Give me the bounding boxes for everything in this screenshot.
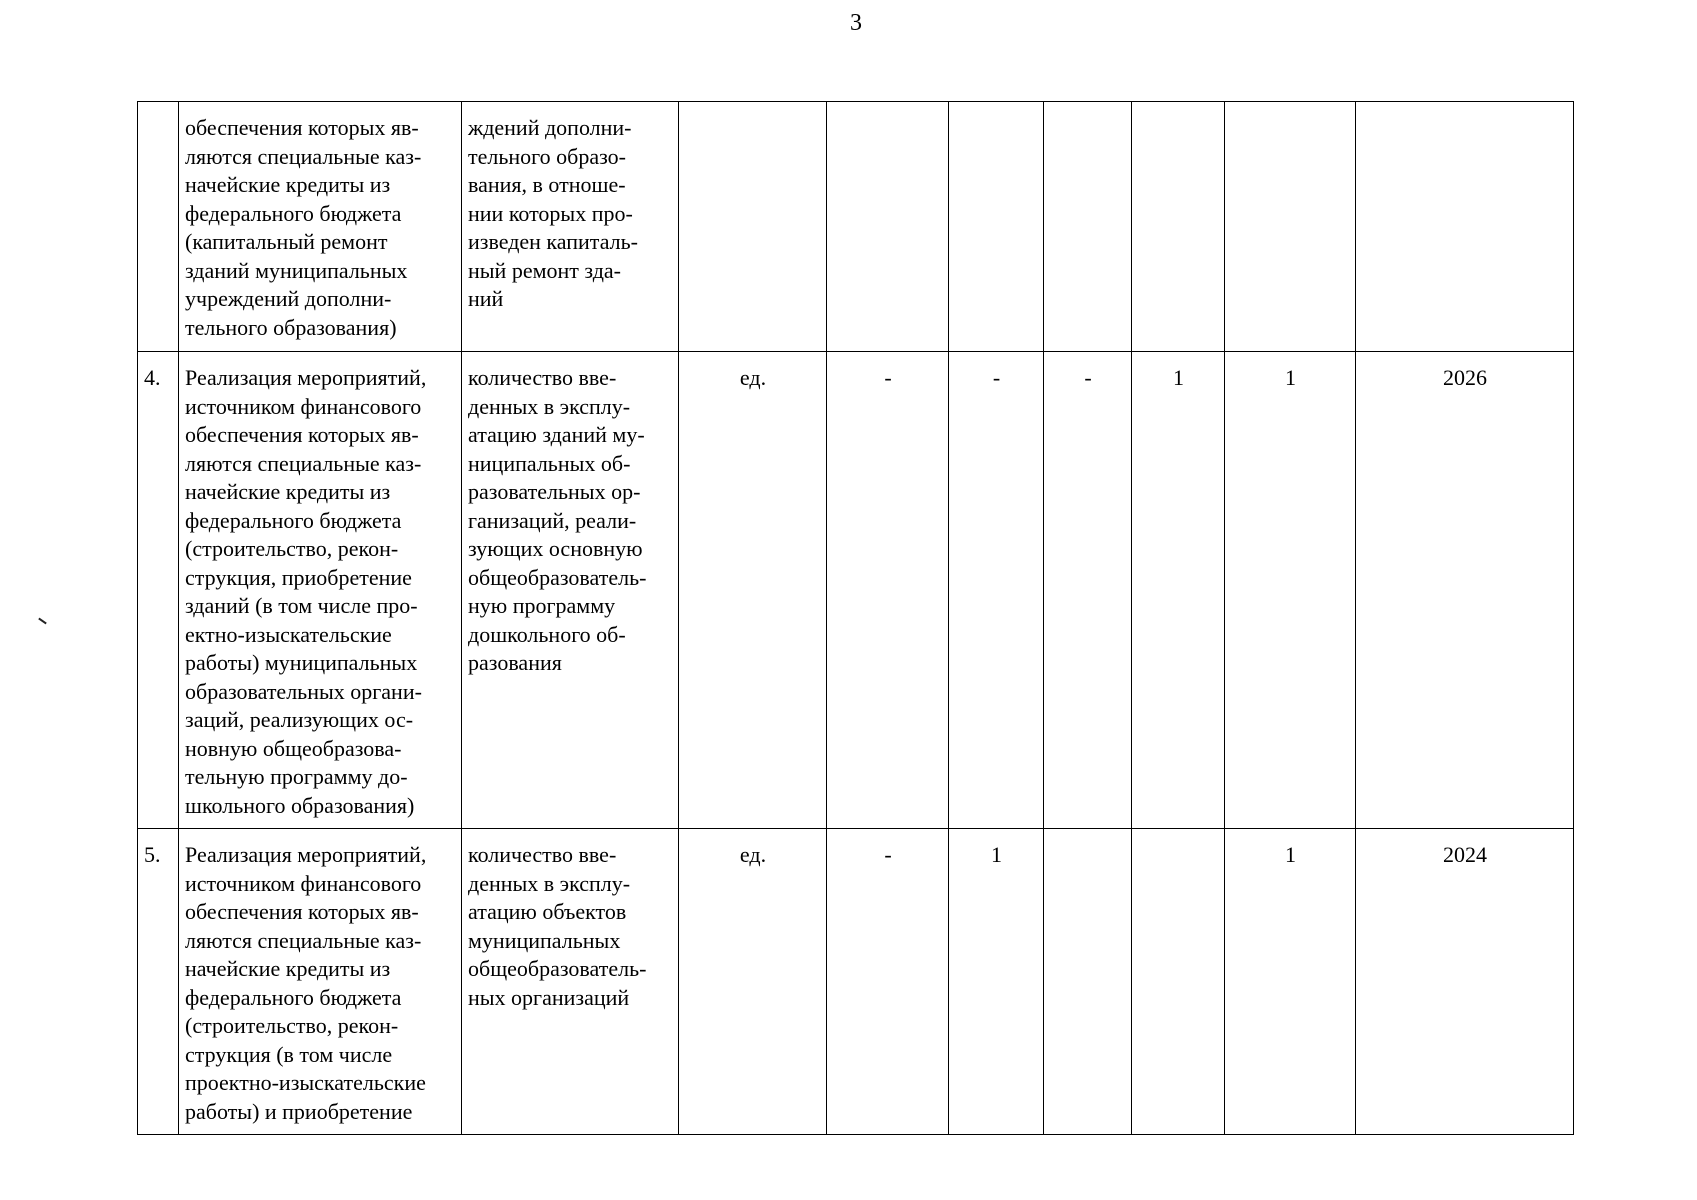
text-line: тельного образования)	[185, 314, 397, 340]
stray-scan-mark	[38, 618, 47, 625]
text-line: федерального бюджета	[185, 507, 402, 533]
page-number: 3	[850, 10, 862, 36]
text-line: ектно-изыскательские	[185, 621, 392, 647]
text-line: вания, в отноше-	[468, 172, 626, 197]
text-line: начейские кредиты из	[185, 479, 391, 504]
text-line: зданий (в том числе про-	[185, 593, 418, 618]
text-line: ный ремонт зда-	[468, 257, 621, 283]
table-row	[138, 829, 1574, 1135]
value-cell-3	[1044, 102, 1132, 352]
text-line: работы) муниципальных	[185, 650, 418, 675]
text-line: работы) и приобретение	[185, 1098, 413, 1124]
text-line: новную общеобразова-	[185, 735, 402, 761]
text-line: Реализация мероприятий,	[185, 842, 427, 867]
text-line: источником финансового	[185, 870, 422, 896]
text-line: струкция (в том числе	[185, 1041, 393, 1067]
text-line: денных в эксплу-	[468, 393, 631, 419]
indicator-cell	[462, 829, 679, 1135]
row-number-cell: 5.	[138, 829, 179, 1135]
total-cell	[1225, 102, 1356, 352]
text-line: ждений дополни-	[468, 115, 632, 140]
table-row	[138, 352, 1574, 829]
year-cell: 2026	[1356, 352, 1574, 829]
value-cell-3: -	[1044, 352, 1132, 829]
text-line: школьного образования)	[185, 792, 415, 818]
activity-cell	[179, 829, 462, 1135]
text-line: обеспечения которых яв-	[185, 115, 419, 140]
text-line: (строительство, рекон-	[185, 536, 399, 561]
text-line: начейские кредиты из	[185, 956, 391, 981]
text-line: общеобразователь-	[468, 564, 647, 590]
text-line: ляются специальные каз-	[185, 927, 422, 953]
unit-cell: ед.	[679, 829, 827, 1135]
value-cell-2: 1	[949, 829, 1044, 1135]
total-cell: 1	[1225, 829, 1356, 1135]
text-line: образовательных органи-	[185, 678, 422, 704]
text-line: (строительство, рекон-	[185, 1013, 399, 1038]
text-line: федерального бюджета	[185, 984, 402, 1010]
text-line: денных в эксплу-	[468, 870, 631, 896]
text-line: струкция, приобретение	[185, 564, 412, 590]
activity-text	[185, 114, 456, 342]
value-cell-2: -	[949, 352, 1044, 829]
text-line: ляются специальные каз-	[185, 450, 422, 476]
activity-cell	[179, 352, 462, 829]
text-line: обеспечения которых яв-	[185, 899, 419, 924]
results-table	[137, 101, 1574, 1135]
table-body	[138, 102, 1574, 1135]
text-line: ляются специальные каз-	[185, 143, 422, 169]
year-cell: 2024	[1356, 829, 1574, 1135]
activity-text	[185, 364, 456, 820]
value-cell-1	[827, 102, 949, 352]
indicator-cell	[462, 102, 679, 352]
table-row	[138, 102, 1574, 352]
text-line: начейские кредиты из	[185, 172, 391, 197]
value-cell-3	[1044, 829, 1132, 1135]
value-cell-4	[1132, 102, 1225, 352]
unit-cell	[679, 102, 827, 352]
activity-text	[185, 841, 456, 1126]
text-line: общеобразователь-	[468, 956, 647, 981]
text-line: ниципальных об-	[468, 450, 631, 476]
year-cell	[1356, 102, 1574, 352]
text-line: нии которых про-	[468, 200, 633, 226]
text-line: заций, реализующих ос-	[185, 707, 414, 732]
text-line: количество вве-	[468, 842, 617, 867]
text-line: ний	[468, 286, 504, 311]
text-line: (капитальный ремонт	[185, 229, 388, 254]
text-line: разовательных ор-	[468, 479, 641, 504]
text-line: муниципальных	[468, 927, 621, 953]
indicator-cell	[462, 352, 679, 829]
text-line: атацию зданий му-	[468, 422, 645, 447]
total-cell: 1	[1225, 352, 1356, 829]
value-cell-4: 1	[1132, 352, 1225, 829]
value-cell-4	[1132, 829, 1225, 1135]
text-line: ных организаций	[468, 984, 630, 1010]
text-line: тельную программу до-	[185, 764, 408, 789]
activity-cell	[179, 102, 462, 352]
text-line: изведен капиталь-	[468, 229, 638, 254]
text-line: источником финансового	[185, 393, 422, 419]
indicator-text	[468, 841, 673, 1012]
text-line: проектно-изыскательские	[185, 1070, 426, 1095]
indicator-text	[468, 114, 673, 314]
text-line: разования	[468, 650, 562, 675]
row-number-cell: 4.	[138, 352, 179, 829]
text-line: количество вве-	[468, 365, 617, 390]
text-line: зданий муниципальных	[185, 257, 408, 283]
text-line: тельного образо-	[468, 143, 626, 169]
value-cell-1: -	[827, 829, 949, 1135]
value-cell-2	[949, 102, 1044, 352]
indicator-text	[468, 364, 673, 678]
text-line: ганизаций, реали-	[468, 507, 637, 533]
text-line: дошкольного об-	[468, 621, 626, 647]
text-line: федерального бюджета	[185, 200, 402, 226]
text-line: Реализация мероприятий,	[185, 365, 427, 390]
unit-cell: ед.	[679, 352, 827, 829]
text-line: учреждений дополни-	[185, 286, 392, 311]
row-number-cell	[138, 102, 179, 352]
text-line: атацию объектов	[468, 899, 627, 924]
value-cell-1: -	[827, 352, 949, 829]
text-line: зующих основную	[468, 536, 643, 561]
text-line: обеспечения которых яв-	[185, 422, 419, 447]
text-line: ную программу	[468, 593, 616, 618]
